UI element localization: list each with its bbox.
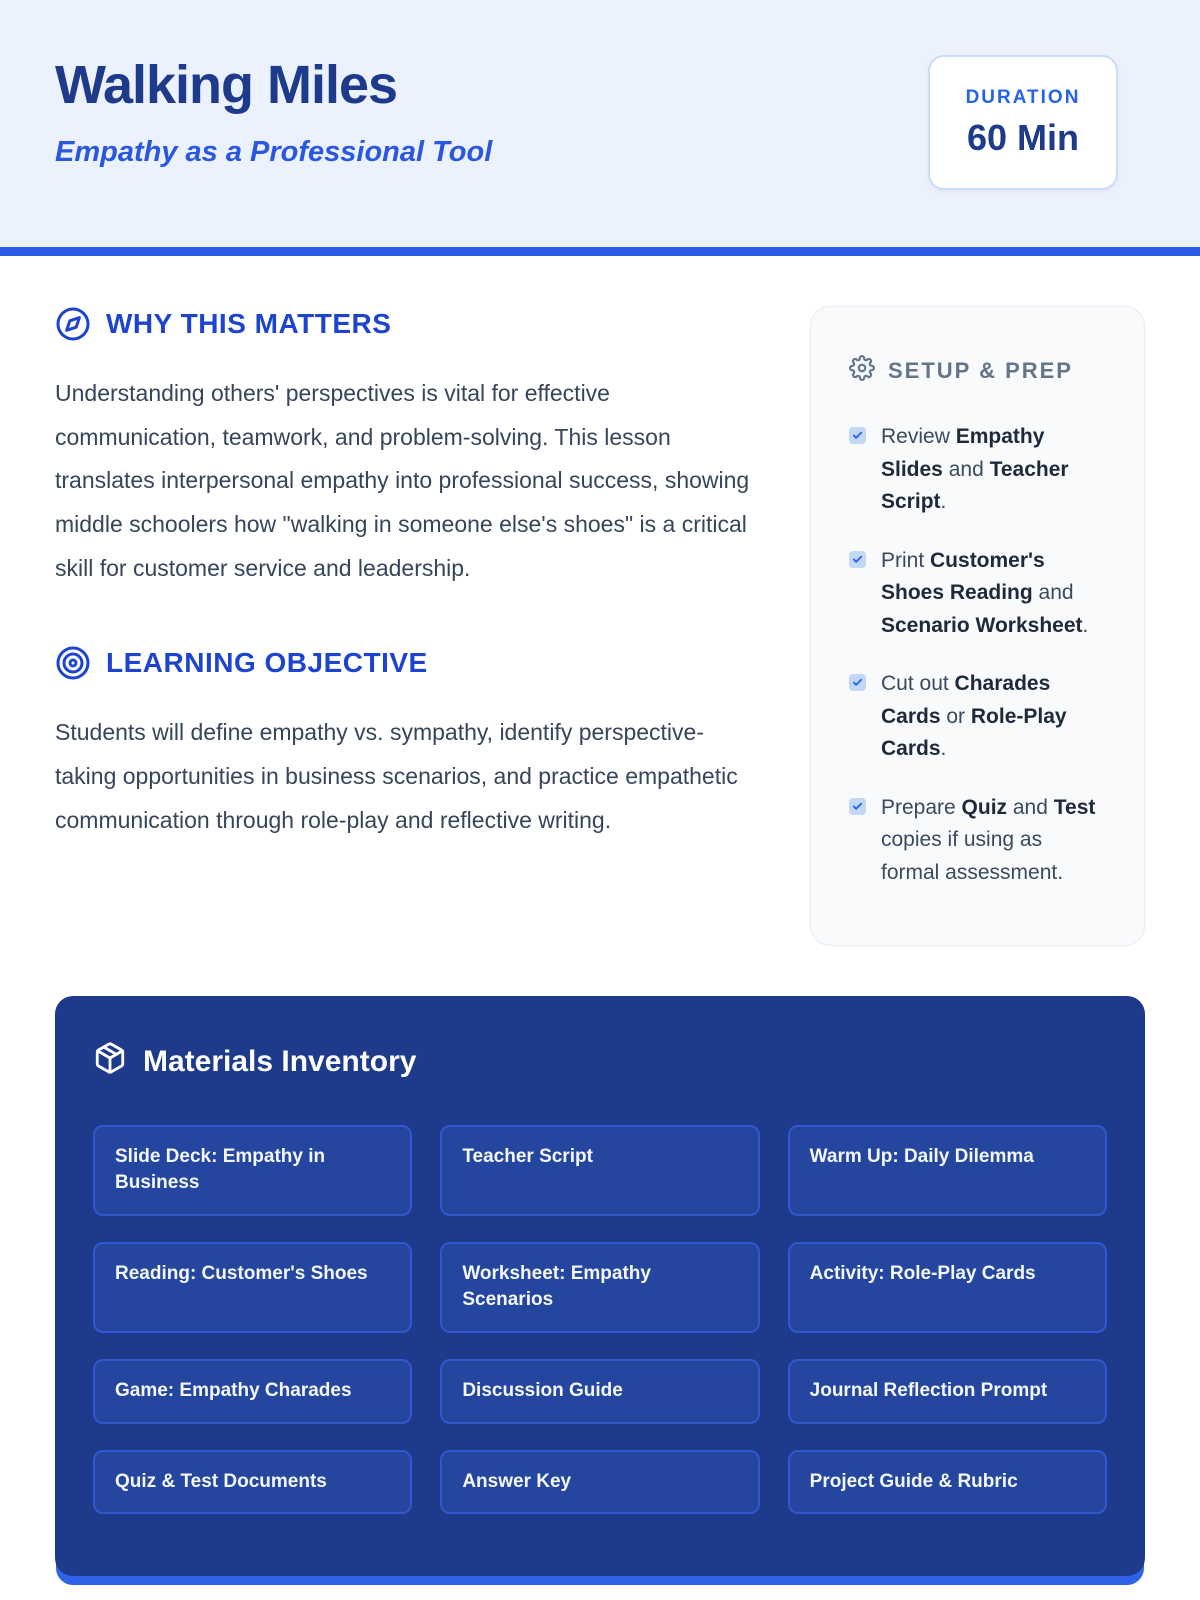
material-tile[interactable]: Worksheet: Empathy Scenarios [440, 1242, 759, 1333]
setup-item [849, 792, 1106, 890]
objective-heading: LEARNING OBJECTIVE [106, 647, 428, 679]
material-tile[interactable]: Activity: Role-Play Cards [788, 1242, 1107, 1333]
setup-item [849, 421, 1106, 519]
setup-item-text: Cut out Charades Cards or Role-Play Cards. [881, 672, 1067, 761]
setup-item-text: Prepare Quiz and Test copies if using as formal assessment. [881, 795, 1096, 885]
why-section [55, 306, 765, 590]
header [0, 0, 1200, 247]
materials-heading: Materials Inventory [143, 1044, 417, 1078]
material-tile[interactable]: Warm Up: Daily Dilemma [788, 1125, 1107, 1216]
setup-item-text: Review Empathy Slides and Teacher Script. [881, 425, 1069, 514]
setup-item [849, 545, 1106, 643]
duration-badge [928, 55, 1118, 190]
setup-panel [810, 306, 1145, 946]
material-tile[interactable]: Answer Key [440, 1450, 759, 1515]
material-tile[interactable]: Reading: Customer's Shoes [93, 1242, 412, 1333]
objective-body: Students will define empathy vs. sympathy, identify perspective-taking opportunities in business scenarios, and practice empathetic communication through role-play and reflective writing. [55, 719, 738, 833]
material-tile[interactable]: Slide Deck: Empathy in Business [93, 1125, 412, 1216]
material-tile[interactable]: Discussion Guide [440, 1359, 759, 1424]
objective-section [55, 645, 765, 842]
gear-icon [849, 355, 875, 387]
material-tile[interactable]: Game: Empathy Charades [93, 1359, 412, 1424]
compass-icon [55, 306, 91, 342]
page-title: Walking Miles [55, 55, 398, 115]
setup-heading-row [849, 355, 1106, 387]
materials-card [55, 996, 1145, 1577]
why-heading-row [55, 306, 765, 342]
checkbox-checked-icon[interactable] [849, 798, 866, 815]
checkbox-checked-icon[interactable] [849, 551, 866, 568]
why-heading: WHY THIS MATTERS [106, 308, 392, 339]
setup-item [849, 668, 1106, 766]
duration-value: 60 Min [966, 116, 1080, 158]
target-icon [55, 645, 91, 681]
material-tile[interactable]: Journal Reflection Prompt [788, 1359, 1107, 1424]
materials-grid [93, 1125, 1107, 1515]
page-subtitle: Empathy as a Professional Tool [55, 136, 493, 168]
setup-heading: SETUP & PREP [888, 358, 1073, 383]
material-tile[interactable]: Project Guide & Rubric [788, 1450, 1107, 1515]
material-tile[interactable]: Quiz & Test Documents [93, 1450, 412, 1515]
objective-heading-row [55, 645, 765, 681]
material-tile[interactable]: Teacher Script [440, 1125, 759, 1216]
materials-heading-row [93, 1041, 1107, 1083]
why-body: Understanding others' perspectives is vital for effective communication, teamwork, and problem-solving. This lesson translates interpersonal empathy into professional success, showing middle schoolers how "walking in someone else's shoes" is a critical skill for customer service and leadership. [55, 380, 750, 581]
package-icon [93, 1041, 127, 1083]
left-column [55, 306, 765, 946]
setup-list [849, 421, 1106, 890]
header-divider [0, 247, 1200, 256]
checkbox-checked-icon[interactable] [849, 674, 866, 691]
main-content [0, 256, 1200, 971]
checkbox-checked-icon[interactable] [849, 427, 866, 444]
setup-item-text: Print Customer's Shoes Reading and Scenario Worksheet. [881, 548, 1089, 637]
duration-label: DURATION [965, 86, 1081, 108]
